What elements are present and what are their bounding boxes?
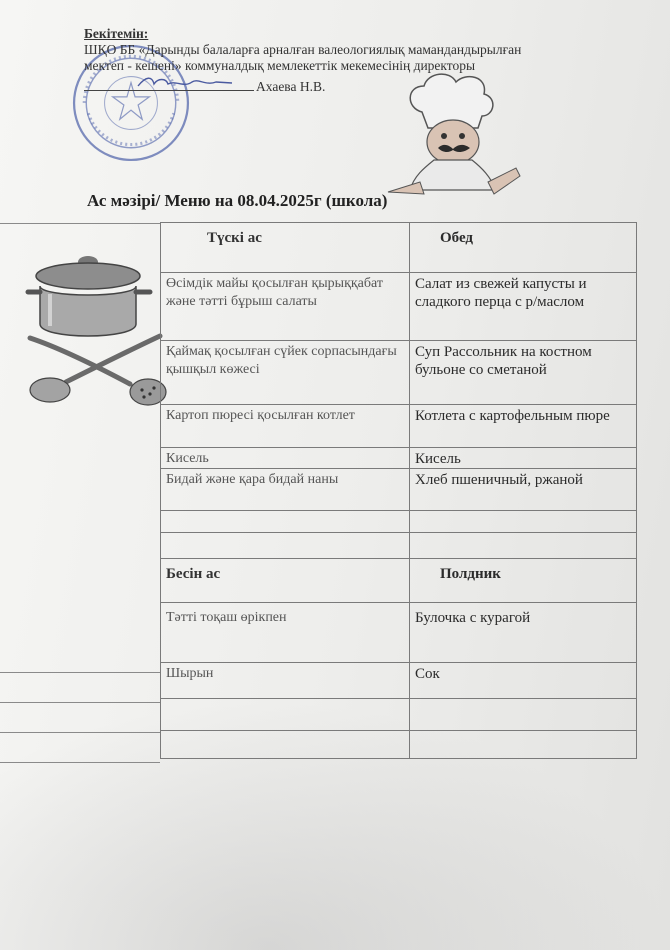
signer-name: Ахаева Н.В. (256, 79, 326, 94)
lunch-row (161, 511, 637, 533)
lunch-row (161, 273, 637, 341)
approval-title: Бекітемін: (84, 26, 149, 41)
snack-row (161, 663, 637, 699)
lunch-item-ru: Суп Рассольник на костном бульоне со сметаной (410, 341, 637, 405)
lunch-item-ru: Кисель (410, 448, 637, 469)
snack-header-kz: Бесін ас (161, 559, 410, 603)
snack-row (161, 603, 637, 663)
lunch-row (161, 533, 637, 559)
lunch-item-kz (161, 533, 410, 559)
chef-icon (384, 72, 524, 200)
lunch-item-kz: Кисель (161, 448, 410, 469)
lunch-item-ru: Котлета с картофельным пюре (410, 405, 637, 448)
snack-item-ru: Сок (410, 663, 637, 699)
snack-item-kz: Шырын (161, 663, 410, 699)
snack-row (161, 731, 637, 759)
lunch-item-ru (410, 511, 637, 533)
snack-item-kz (161, 731, 410, 759)
menu-title: Ас мәзірі/ Меню на 08.04.2025г (школа) (87, 191, 388, 210)
lunch-row (161, 448, 637, 469)
menu-table (160, 222, 637, 759)
snack-header-row (161, 559, 637, 603)
snack-item-kz (161, 699, 410, 731)
lunch-header-ru: Обед (410, 223, 637, 273)
lunch-row (161, 469, 637, 511)
lunch-header-row (161, 223, 637, 273)
lunch-item-ru (410, 533, 637, 559)
lunch-item-ru: Салат из свежей капусты и сладкого перца с р/маслом (410, 273, 637, 341)
snack-item-ru: Булочка с курагой (410, 603, 637, 663)
signature-icon (136, 74, 236, 90)
snack-item-ru (410, 731, 637, 759)
snack-header-ru: Полдник (410, 559, 637, 603)
snack-row (161, 699, 637, 731)
lunch-item-kz: Қаймақ қосылған сүйек сорпасындағы қышқыл көжесі (161, 341, 410, 405)
lunch-item-kz: Өсімдік майы қосылған қырыққабат және тәтті бұрыш салаты (161, 273, 410, 341)
snack-item-ru (410, 699, 637, 731)
signature-field (84, 74, 254, 91)
approval-line-1: ШҚО ББ «Дарынды балаларға арналған валеологиялық мамандандырылған (84, 42, 522, 57)
lunch-row (161, 405, 637, 448)
lunch-header-kz: Түскі ас (161, 223, 410, 273)
snack-item-kz: Тәтті тоқаш өрікпен (161, 603, 410, 663)
lunch-row (161, 341, 637, 405)
lunch-item-ru: Хлеб пшеничный, ржаной (410, 469, 637, 511)
approval-line-2: мектеп - кешені» коммуналдық мемлекеттік мекемесінің директоры (84, 58, 476, 73)
lunch-item-kz (161, 511, 410, 533)
lunch-item-kz: Бидай және қара бидай наны (161, 469, 410, 511)
ladles-icon (20, 318, 170, 418)
lunch-item-kz: Картоп пюресі қосылған котлет (161, 405, 410, 448)
